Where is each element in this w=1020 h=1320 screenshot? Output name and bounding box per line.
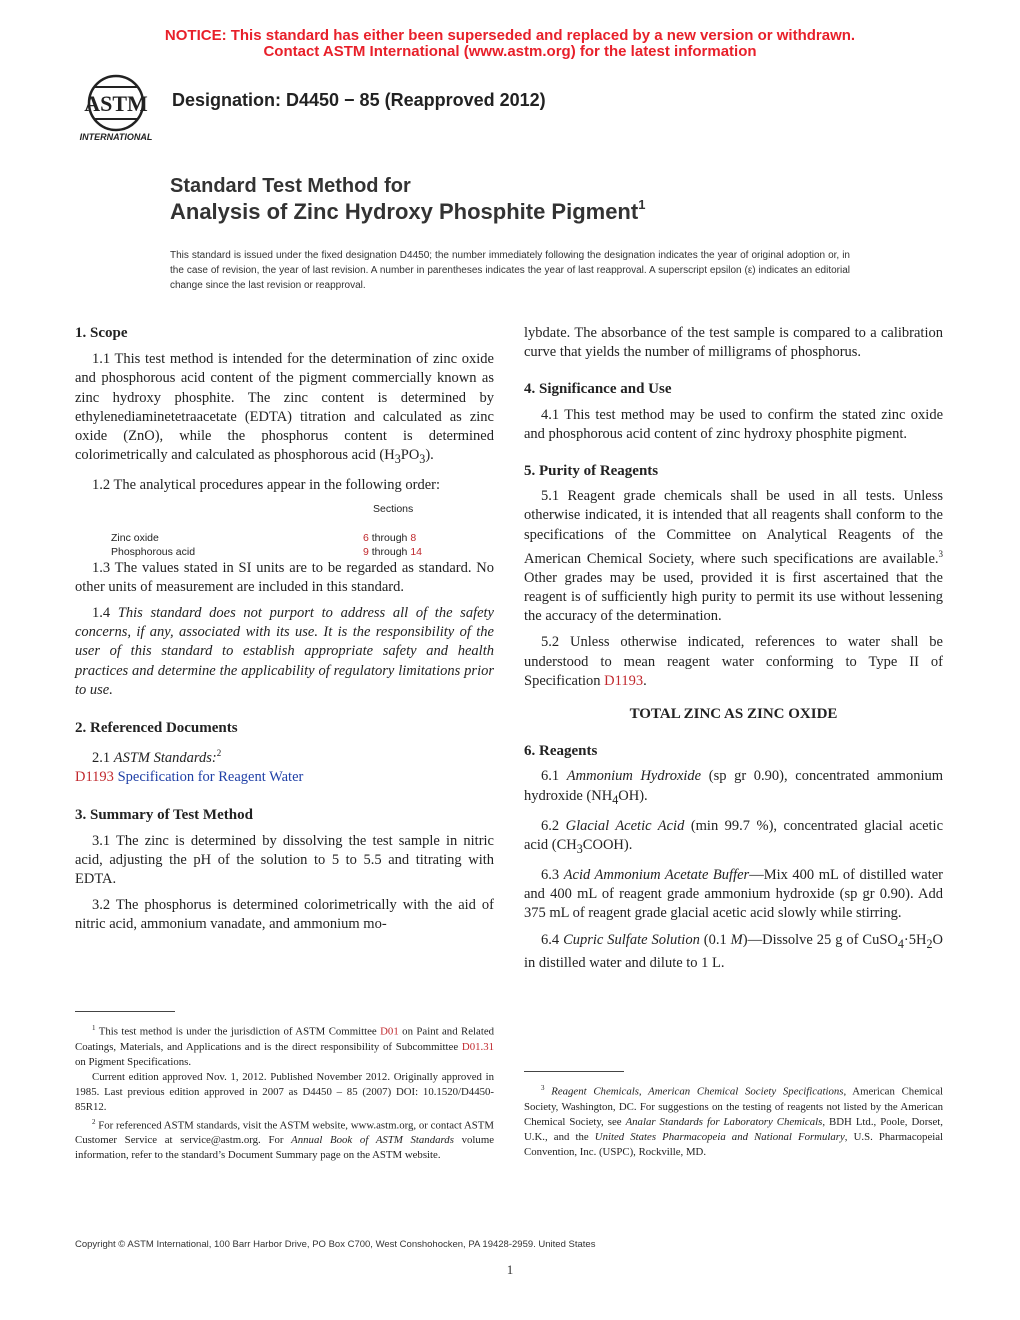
intro-paragraph: This standard is issued under the fixed designation D4450; the number immediately following the designation indicates the year of original adoption or, in the case of revision, the year of last revision. A number in parentheses indicates the year of last reapproval. A superscript epsilon (ε) indicates an editorial change since the last revision or reapproval. bbox=[170, 250, 850, 291]
para-3-2-continued: lybdate. The absorbance of the test sample is compared to a calibration curve that yields the number of milligrams of phosphorus. bbox=[524, 325, 943, 361]
para-5-2: 5.2 Unless otherwise indicated, references to water shall be understood to mean reagent water conforming to Type II of Specification D1193. bbox=[524, 634, 943, 689]
part-heading-total-zinc: TOTAL ZINC AS ZINC OXIDE bbox=[629, 706, 838, 723]
row-phosphorous-acid-sections: 9 through 14 bbox=[363, 545, 422, 558]
title-footnote-mark: 1 bbox=[638, 197, 646, 212]
para-3-1: 3.1 The zinc is determined by dissolving the test sample in nitric acid, adjusting the pH of the solution to 5 to 5.5 and titrating with EDTA. bbox=[75, 832, 494, 887]
row-phosphorous-acid-label: Phosphorous acid bbox=[111, 545, 196, 558]
reference-d1193[interactable]: D1193 Specification for Reagent Water bbox=[75, 769, 304, 786]
para-6-3: 6.3 Acid Ammonium Acetate Buffer—Mix 400 mL of distilled water and 400 mL of reagent grade ammonium hydroxide (sp gr 0.90). Add 375 mL of reagent grade glacial acetic acid slowly while stirring. bbox=[524, 867, 944, 922]
title-line-1: Standard Test Method for bbox=[170, 175, 411, 197]
para-1-1: 1.1 This test method is intended for the determination of zinc oxide and phosphorous acid content of the pigment commercially known as zinc hydroxy phosphite. The zinc content is determined by ethylenediaminetetraacetate (EDTA) titration and calculated as zinc oxide (ZnO), while the phosphorus content is determined colorimetrically and calculated as phosphorous acid $(H_3PO_3)$. bbox=[75, 351, 494, 467]
left-column bbox=[75, 324, 494, 935]
notice-line-2: Contact ASTM International (www.astm.org) for the latest information bbox=[263, 43, 757, 60]
logo-text: ASTM bbox=[84, 91, 148, 116]
section-5-heading: 5. Purity of Reagents bbox=[524, 463, 659, 480]
para-6-4: 6.4 Cupric Sulfate Solution (0.1 M)—Dissolve 25 g of $CuSO_4\cdot 5H_2O$ in distilled water and dilute to 1 L. bbox=[524, 931, 944, 971]
para-1-4: 1.4 This standard does not purport to address all of the safety concerns, if any, associated with its use. It is the responsibility of the user of this standard to establish appropriate safety and health practices and determine the applicability of regulatory limitations prior to use. bbox=[75, 604, 494, 698]
para-6-2: 6.2 Glacial Acetic Acid (min 99.7 %), concentrated glacial acetic acid $(CH_3COOH)$. bbox=[524, 817, 944, 856]
section-link-14[interactable]: 14 bbox=[410, 545, 422, 558]
logo-subtext: INTERNATIONAL bbox=[79, 132, 153, 142]
footnote-2: $^2$ For referenced ASTM standards, visit the ASTM website, www.astm.org, or contact ASTM Customer Service at service@astm.org. For Annual Book of ASTM Standards volume information, refer to the standard’s Document Summary page on the ASTM website. bbox=[75, 1117, 495, 1162]
section-3-heading: 3. Summary of Test Method bbox=[75, 807, 253, 824]
copyright: Copyright © ASTM International, 100 Barr Harbor Drive, PO Box C700, West Conshohocken, PA 19428-2959. United States bbox=[75, 1239, 596, 1250]
para-4-1: 4.1 This test method may be used to confirm the stated zinc oxide and phosphorous acid content of zinc hydroxy phosphite pigment. bbox=[524, 406, 943, 442]
footnote-rule-left bbox=[75, 1011, 175, 1012]
para-3-2: 3.2 The phosphorus is determined colorimetrically with the aid of nitric acid, ammonium vanadate, and ammonium mo- bbox=[75, 897, 494, 933]
sections-table bbox=[75, 496, 494, 559]
footnotes-left bbox=[75, 1021, 494, 1163]
section-2-heading: 2. Referenced Documents bbox=[75, 719, 238, 736]
right-column bbox=[524, 324, 943, 973]
notice-line-1: NOTICE: This standard has either been superseded and replaced by a new version or withdrawn. bbox=[164, 27, 856, 44]
sections-label: Sections bbox=[373, 502, 414, 515]
para-1-3: 1.3 The values stated in SI units are to be regarded as standard. No other units of measurement are included in this standard. bbox=[75, 559, 494, 595]
subcommittee-d0131-link[interactable]: D01.31 bbox=[461, 1040, 495, 1053]
row-zinc-oxide-sections: 6 through 8 bbox=[363, 531, 417, 544]
section-4-heading: 4. Significance and Use bbox=[524, 381, 672, 398]
spec-d1193-link[interactable]: D1193 bbox=[604, 672, 644, 689]
footnote-1-edition: Current edition approved Nov. 1, 2012. Published November 2012. Originally approved in 1985. Last previous edition approved in 2007 as D4450 – 85 (2007) DOI: 10.1520/D4450-85R12. bbox=[75, 1070, 494, 1113]
section-link-8[interactable]: 8 bbox=[410, 531, 417, 544]
title-line-2: Analysis of Zinc Hydroxy Phosphite Pigment$^1$ bbox=[170, 197, 646, 224]
section-link-9[interactable]: 9 bbox=[363, 545, 369, 558]
footnote-rule-right bbox=[524, 1071, 624, 1072]
row-zinc-oxide-label: Zinc oxide bbox=[111, 531, 159, 544]
designation: Designation: D4450 − 85 (Reapproved 2012) bbox=[172, 90, 546, 110]
section-6-heading: 6. Reagents bbox=[524, 743, 598, 760]
footnote-3: $^3$ Reagent Chemicals, American Chemical Society Specifications, American Chemical Society, Washington, DC. For suggestions on the testing of reagents not listed by the American Chemical Society, see Analar Standards for Laboratory Chemicals, BDH Ltd., Poole, Dorset, U.K., and the United States Pharmacopeia and National Formulary, U.S. Pharmacopeial Convention, Inc. (USPC), Rockville, MD. bbox=[524, 1084, 944, 1158]
page-number: 1 bbox=[506, 1262, 514, 1277]
para-1-2: 1.2 The analytical procedures appear in the following order: bbox=[92, 477, 441, 494]
para-6-1: 6.1 Ammonium Hydroxide (sp gr 0.90), concentrated ammonium hydroxide $(NH_4OH)$. bbox=[524, 768, 944, 807]
para-5-1: 5.1 Reagent grade chemicals shall be used in all tests. Unless otherwise indicated, it is intended that all reagents shall conform to the specifications of the Committee on Analytical Reagents of the American Chemical Society, where such specifications are available.$^3$ Other grades may be used, provided it is first ascertained that the reagent is of sufficiently high purity to permit its use without lessening the accuracy of the determination. bbox=[524, 488, 943, 625]
section-link-6[interactable]: 6 bbox=[363, 531, 369, 544]
footnote-1: $^1$ This test method is under the jurisdiction of ASTM Committee D01 on Paint and Related Coatings, Materials, and Applications and is the direct responsibility of Subcommittee D01.31 on Pigment Specifications. bbox=[75, 1024, 495, 1068]
section-1-heading: 1. Scope bbox=[75, 325, 128, 341]
para-2-1: 2.1 ASTM Standards:$^2$ bbox=[92, 748, 222, 766]
astm-logo bbox=[74, 73, 164, 145]
committee-d01-link[interactable]: D01 bbox=[380, 1025, 399, 1038]
